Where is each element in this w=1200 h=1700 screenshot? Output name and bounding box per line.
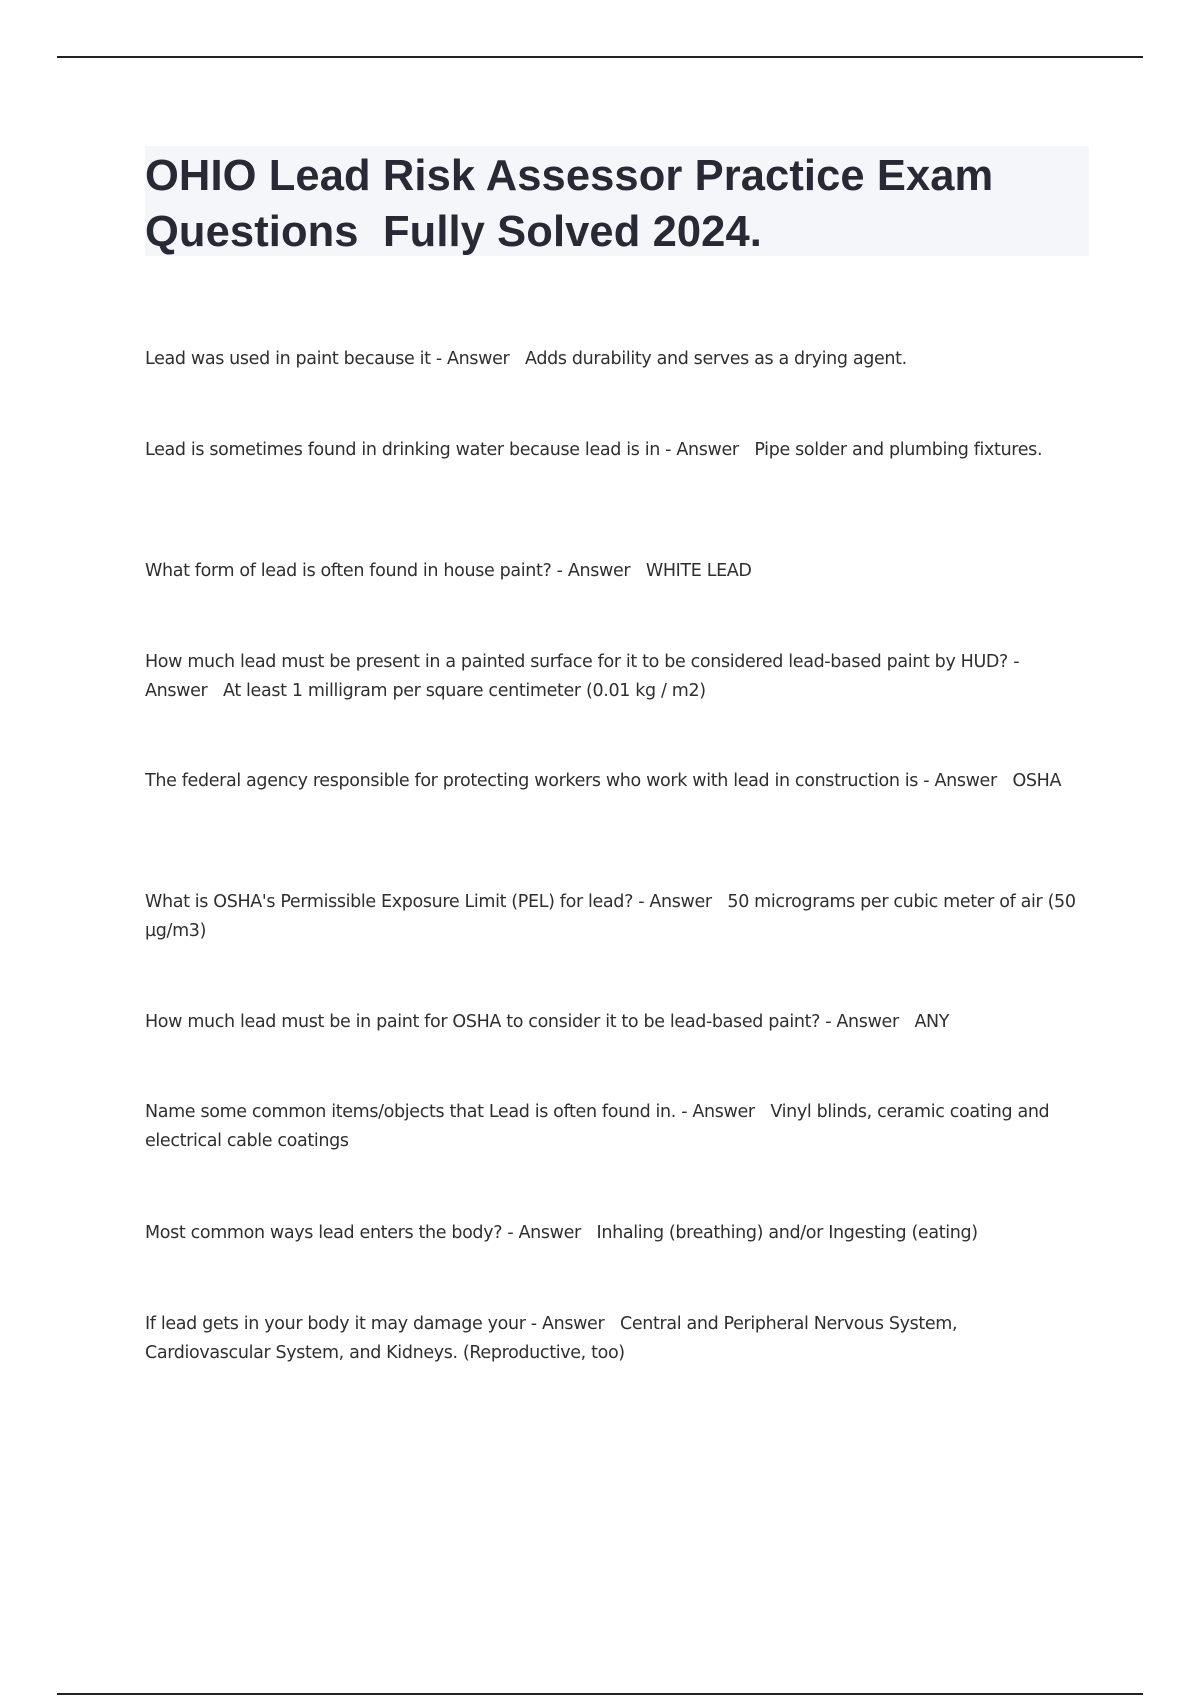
question-text: How much lead must be present in a painted surface for it to be considered lead-based paint by HUD? bbox=[145, 652, 1008, 672]
bottom-divider bbox=[57, 1693, 1143, 1695]
answer-text: WHITE LEAD bbox=[645, 561, 752, 581]
answer-text: Central and Peripheral Nervous System, Cardiovascular System, and Kidneys. (Reproductive, too) bbox=[145, 1314, 963, 1363]
answer-separator: - Answer bbox=[659, 440, 755, 460]
answer-text: OSHA bbox=[1012, 771, 1062, 791]
answer-text: Adds durability and serves as a drying agent. bbox=[525, 349, 907, 369]
question-text: If lead gets in your body it may damage your bbox=[145, 1314, 526, 1334]
question-text: Name some common items/objects that Lead is often found in. bbox=[145, 1102, 677, 1122]
answer-separator: - Answer bbox=[820, 1012, 915, 1032]
answer-separator: - Answer bbox=[918, 771, 1013, 791]
qa-item bbox=[145, 767, 1085, 796]
question-text: What is OSHA's Permissible Exposure Limit (PEL) for lead? bbox=[145, 892, 634, 912]
qa-item bbox=[145, 648, 1085, 706]
answer-separator: - Answer bbox=[551, 561, 646, 581]
qa-item bbox=[145, 436, 1085, 465]
answer-text: Pipe solder and plumbing fixtures. bbox=[754, 440, 1043, 460]
qa-item bbox=[145, 1098, 1085, 1156]
qa-item bbox=[145, 1008, 1085, 1037]
answer-separator: - Answer bbox=[145, 652, 1025, 701]
answer-text: Inhaling (breathing) and/or Ingesting (eating) bbox=[596, 1223, 978, 1243]
qa-item bbox=[145, 557, 1085, 586]
answer-text: Vinyl blinds, ceramic coating and electrical cable coatings bbox=[145, 1102, 1055, 1151]
question-text: How much lead must be in paint for OSHA to consider it to be lead-based paint? bbox=[145, 1012, 821, 1032]
answer-separator: - Answer bbox=[502, 1223, 597, 1243]
answer-text: ANY bbox=[914, 1012, 950, 1032]
title-block bbox=[145, 146, 1089, 256]
question-text: Lead was used in paint because it bbox=[145, 349, 431, 369]
question-text: The federal agency responsible for protecting workers who work with lead in construction is bbox=[145, 771, 919, 791]
answer-separator: - Answer bbox=[430, 349, 526, 369]
document-title: OHIO Lead Risk Assessor Practice Exam Questions Fully Solved 2024. bbox=[145, 152, 1006, 256]
qa-item bbox=[145, 345, 1085, 374]
answer-separator: - Answer bbox=[525, 1314, 620, 1334]
question-text: What form of lead is often found in house paint? bbox=[145, 561, 552, 581]
qa-item bbox=[145, 1219, 1085, 1248]
question-text: Most common ways lead enters the body? bbox=[145, 1223, 503, 1243]
answer-text: 50 micrograms per cubic meter of air (50 µg/m3) bbox=[145, 892, 1081, 941]
qa-item bbox=[145, 888, 1085, 946]
qa-item bbox=[145, 1310, 1085, 1368]
answer-separator: - Answer bbox=[676, 1102, 771, 1122]
question-text: Lead is sometimes found in drinking water because lead is in bbox=[145, 440, 660, 460]
answer-text: At least 1 milligram per square centimeter (0.01 kg / m2) bbox=[223, 681, 706, 701]
answer-separator: - Answer bbox=[633, 892, 728, 912]
top-divider bbox=[57, 56, 1143, 58]
